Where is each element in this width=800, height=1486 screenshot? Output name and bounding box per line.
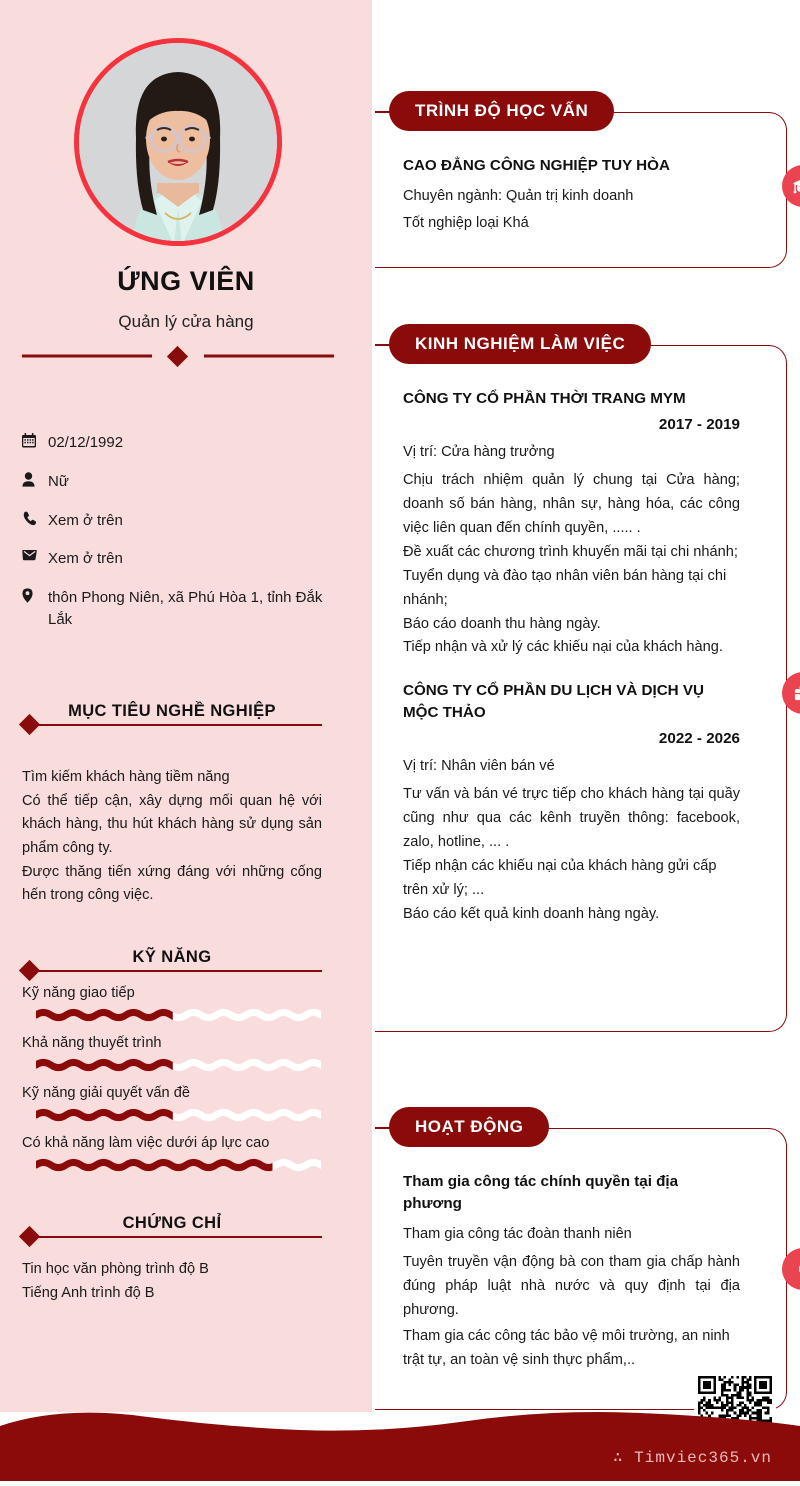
certificates-list xyxy=(22,1258,322,1305)
objective-heading: MỤC TIÊU NGHỀ NGHIỆP xyxy=(68,702,276,720)
activity-line-2: Tuyên truyền vận động bà con tham gia chấp hành đúng pháp luật nhà nước và quy định tại địa phương. xyxy=(403,1254,740,1318)
text-line: Tiếng Anh trình độ B xyxy=(22,1284,155,1301)
experience-heading: KINH NGHIỆM LÀM VIỆC xyxy=(389,324,651,364)
skill-label: Kỹ năng giao tiếp xyxy=(22,985,135,1001)
activity-line-1: Tham gia công tác đoàn thanh niên xyxy=(403,1226,632,1243)
contact-list xyxy=(22,432,342,648)
contact-row-phone xyxy=(22,510,342,532)
education-result: Tốt nghiệp loại Khá xyxy=(403,215,529,232)
text-line: Tuyển dụng và đào tạo nhân viên bán hàng tại chi nhánh; xyxy=(403,567,727,608)
objective-body xyxy=(22,766,322,908)
text-line: Tin học văn phòng trình độ B xyxy=(22,1261,209,1277)
contact-value-email: Xem ở trên xyxy=(48,550,123,568)
envelope-icon xyxy=(22,548,48,561)
contact-value-gender: Nữ xyxy=(48,472,69,490)
header-rule xyxy=(38,724,322,726)
contact-row-birthdate xyxy=(22,432,342,454)
header-rule xyxy=(38,1236,322,1238)
contact-value-address: thôn Phong Niên, xã Phú Hòa 1, tỉnh Đắk Lắk xyxy=(48,589,323,628)
skill-label: Khả năng thuyết trình xyxy=(22,1035,162,1051)
text-line: Tìm kiếm khách hàng tiềm năng xyxy=(22,769,230,785)
contact-row-email xyxy=(22,548,342,570)
activity-title: Tham gia công tác chính quyền tại địa phương xyxy=(403,1173,679,1213)
skill-bar xyxy=(36,1104,321,1126)
job-years: 2017 - 2019 xyxy=(658,416,740,434)
avatar xyxy=(74,38,282,246)
skill-label: Có khả năng làm việc dưới áp lực cao xyxy=(22,1135,270,1151)
contact-value-phone: Xem ở trên xyxy=(48,511,123,529)
avatar-photo xyxy=(79,43,277,241)
job-company: CÔNG TY CỔ PHẦN DU LỊCH VÀ DỊCH VỤ MỘC THẢO xyxy=(403,682,704,722)
text-line: Được thăng tiến xứng đáng với những cống hến trong công việc. xyxy=(22,863,322,904)
job-duties: Chịu trách nhiệm quản lý chung tại Cửa hàng; doanh số bán hàng, nhân sự, hàng hóa, các công việc liên quan đến chính quyền, ..... . xyxy=(403,472,740,536)
text-line: Đề xuất các chương trình khuyến mãi tại chi nhánh; xyxy=(403,543,738,560)
job-position: Vị trí: Nhân viên bán vé xyxy=(403,758,555,775)
name-divider xyxy=(22,345,334,367)
footer-wave xyxy=(0,1404,800,1481)
job-company: CÔNG TY CỔ PHẦN THỜI TRANG MYM xyxy=(403,390,686,407)
skill-bar xyxy=(36,1054,321,1076)
text-line: Báo cáo kết quả kinh doanh hàng ngày. xyxy=(403,906,660,923)
experience-card xyxy=(375,334,787,1032)
text-line: Có thể tiếp cận, xây dựng mối quan hệ với khách hàng, thu hút khách hàng sử dụng sản phẩm công ty. xyxy=(22,792,322,856)
education-major: Chuyên ngành: Quản trị kinh doanh xyxy=(403,188,634,205)
education-school: CAO ĐẲNG CÔNG NGHIỆP TUY HÒA xyxy=(403,157,670,174)
section-header-skills xyxy=(22,946,322,976)
footer-brand: ∴ Timviec365.vn xyxy=(612,1449,772,1467)
contact-row-gender xyxy=(22,471,342,493)
section-header-certificates xyxy=(22,1212,322,1242)
header-rule xyxy=(38,970,322,972)
job-entry xyxy=(403,680,740,927)
activities-heading: HOẠT ĐỘNG xyxy=(389,1107,549,1147)
calendar-icon xyxy=(22,432,48,448)
portrait-illustration xyxy=(79,43,277,241)
section-header-objective xyxy=(22,700,322,730)
job-duties: Tư vấn và bán vé trực tiếp cho khách hàng tại quầy cũng như qua các kênh truyền thông: facebook, zalo, hotline, ... . xyxy=(403,786,740,851)
person-icon xyxy=(22,471,48,487)
education-card xyxy=(375,101,787,268)
skills-heading: KỸ NĂNG xyxy=(132,948,212,966)
activities-card xyxy=(375,1117,787,1410)
candidate-role: Quản lý cửa hàng xyxy=(118,312,254,331)
contact-value-birthdate: 02/12/1992 xyxy=(48,434,124,451)
skill-bar xyxy=(36,1004,321,1026)
right-content xyxy=(372,0,800,1412)
text-line: Tiếp nhận các khiếu nại của khách hàng gửi cấp trên xử lý; ... xyxy=(403,858,717,899)
certificates-heading: CHỨNG CHỈ xyxy=(122,1214,222,1232)
skill-bar xyxy=(36,1154,321,1176)
contact-row-address xyxy=(22,587,342,631)
location-pin-icon xyxy=(22,587,48,603)
skill-label: Kỹ năng giải quyết vấn đề xyxy=(22,1085,190,1101)
job-years: 2022 - 2026 xyxy=(658,730,740,748)
skills-list xyxy=(22,985,322,1185)
job-entry xyxy=(403,388,740,660)
job-duties-more xyxy=(403,855,740,927)
text-line: Tiếp nhận và xử lý các khiếu nại của khách hàng. xyxy=(403,639,723,656)
text-line: Báo cáo doanh thu hàng ngày. xyxy=(403,615,601,632)
phone-icon xyxy=(22,510,48,526)
activity-line-3: Tham gia các công tác bảo vệ môi trường, an ninh trật tự, an toàn vệ sinh thực phẩm,.. xyxy=(403,1327,730,1368)
candidate-name: ỨNG VIÊN xyxy=(117,266,255,296)
job-position: Vị trí: Cửa hàng trưởng xyxy=(403,444,555,461)
job-duties-more xyxy=(403,541,740,661)
education-heading: TRÌNH ĐỘ HỌC VẤN xyxy=(389,91,614,131)
